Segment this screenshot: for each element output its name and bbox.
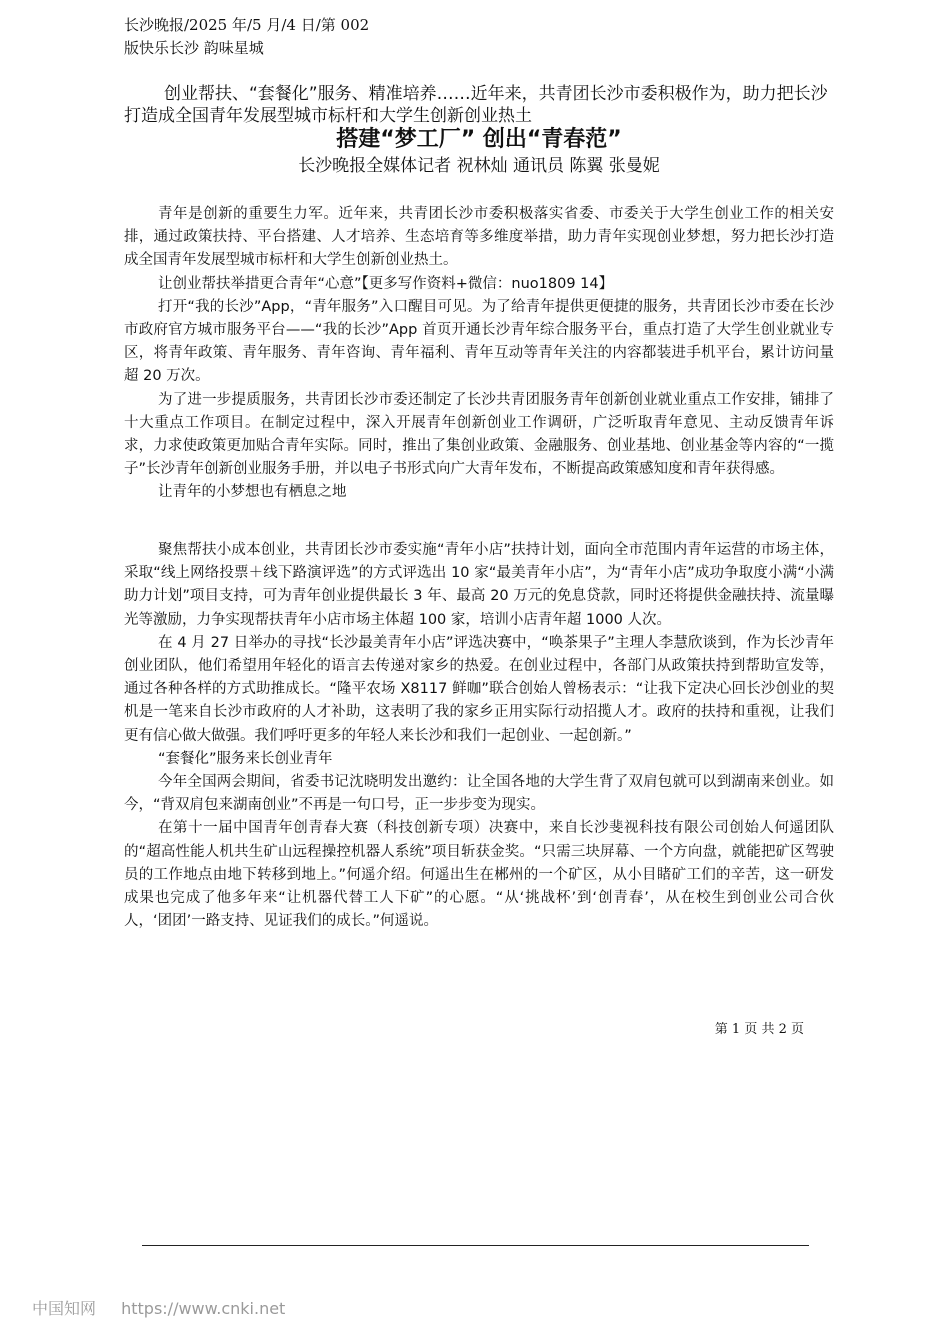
article-body-part-1 bbox=[124, 203, 834, 505]
article-byline: 长沙晚报全媒体记者 祝林灿 通讯员 陈翼 张曼妮 bbox=[298, 156, 660, 176]
cnki-watermark bbox=[32, 1296, 305, 1319]
paragraph: 青年是创新的重要生力军。近年来，共青团长沙市委积极落实省委、市委关于大学生创业工作的相关安排，通过政策扶持、平台搭建、人才培养、生态培育等多维度举措，助力青年实现创业梦想，努力把长沙打造成全国青年发展型城市标杆和大学生创新创业热土。 bbox=[124, 206, 834, 269]
article-title: 搭建“梦工厂” 创出“青春范” bbox=[336, 127, 622, 152]
paragraph: 为了进一步提质服务，共青团长沙市委还制定了长沙共青团服务青年创新创业就业重点工作安排，铺排了十大重点工作项目。在制定过程中，深入开展青年创新创业工作调研，广泛听取青年意见、主动反馈青年诉求，力求使政策更加贴合青年实际。同时，推出了集创业政策、金融服务、创业基地、创业基金等内容的“一揽子”长沙青年创新创业服务手册，并以电子书形式向广大青年发布，不断提高政策感知度和青年获得感。 bbox=[124, 391, 834, 478]
paragraph: 在第十一届中国青年创青春大赛（科技创新专项）决赛中，来自长沙斐视科技有限公司创始人何遥团队的“超高性能人机共生矿山远程操控机器人系统”项目斩获金奖。“只需三块屏幕、一个方向盘，就能把矿区驾驶员的工作地点由地下转移到地上。”何遥介绍。何遥出生在郴州的一个矿区，从小目睹矿工们的辛苦，这一研发成果也完成了他多年来“让机器代替工人下矿”的心愿。“从‘挑战杯’到‘创青春’，从在校生到创业公司合伙人，‘团团’一路支持、见证我们的成长。”何遥说。 bbox=[124, 820, 834, 930]
watermark-name: 中国知网 bbox=[32, 1299, 97, 1318]
paragraph: 打开“我的长沙”App，“青年服务”入口醒目可见。为了给青年提供更便捷的服务，共青团长沙市委在长沙市政府官方城市服务平台——“我的长沙”App 首页开通长沙青年综合服务平台，重点打造了大学生创业就业专区，将青年政策、青年服务、青年咨询、青年福利、青年互动等青年关注的内容都装进手机平台，累计访问量超 20 万次。 bbox=[124, 298, 834, 385]
article-body-part-2 bbox=[124, 539, 834, 933]
paragraph: 今年全国两会期间，省委书记沈晓明发出邀约：让全国各地的大学生背了双肩包就可以到湖南来创业。如今，“背双肩包来湖南创业”不再是一句口号，正一步步变为现实。 bbox=[124, 774, 834, 814]
section-info: 版快乐长沙 韵味星城 bbox=[124, 39, 264, 57]
publication-info: 长沙晚报/2025 年/5 月/4 日/第 002 bbox=[124, 16, 370, 34]
page-number: 第 1 页 共 2 页 bbox=[714, 1022, 804, 1037]
section-heading: “套餐化”服务来长创业青年 bbox=[158, 750, 333, 767]
watermark-url[interactable]: https://www.cnki.net bbox=[121, 1299, 286, 1318]
paragraph: 在 4 月 27 日举办的寻找“长沙最美青年小店”评选决赛中，“唤茶果子”主理人李慧欣谈到，作为长沙青年创业团队，他们希望用年轻化的语言去传递对家乡的热爱。在创业过程中，各部门从政策扶持到帮助宣发等，通过各种各样的方式助推成长。“隆平农场 X8117 鲜咖”联合创始人曾杨表示：“让我下定决心回长沙创业的契机是一笔来自长沙市政府的人才补助，这表明了我的家乡正用实际行动招揽人才。政府的扶持和重视，让我们更有信心做大做强。我们呼吁更多的年轻人来长沙和我们一起创业、一起创新。” bbox=[124, 634, 834, 744]
footer-divider bbox=[142, 1245, 809, 1246]
section-heading: 让创业帮扶举措更合青年“心意”【更多写作资料+微信：nuo1809 14】 bbox=[158, 275, 614, 292]
paragraph: 聚焦帮扶小成本创业，共青团长沙市委实施“青年小店”扶持计划，面向全市范围内青年运营的市场主体，采取“线上网络投票＋线下路演评选”的方式评选出 10 家“最美青年小店”，为“青年小店”成功争取度小满“小满助力计划”项目支持，可为青年创业提供最长 3 年、最高 20 万元的免息贷款，同时还将提供金融扶持、流量曝光等激励，力争实现帮扶青年小店市场主体超 100 家，培训小店青年超 1000 人次。 bbox=[124, 542, 834, 628]
section-heading: 让青年的小梦想也有栖息之地 bbox=[158, 484, 347, 501]
article-subhead: 创业帮扶、“套餐化”服务、精准培养……近年来，共青团长沙市委积极作为，助力把长沙打造成全国青年发展型城市标杆和大学生创新创业热土 bbox=[124, 84, 828, 126]
